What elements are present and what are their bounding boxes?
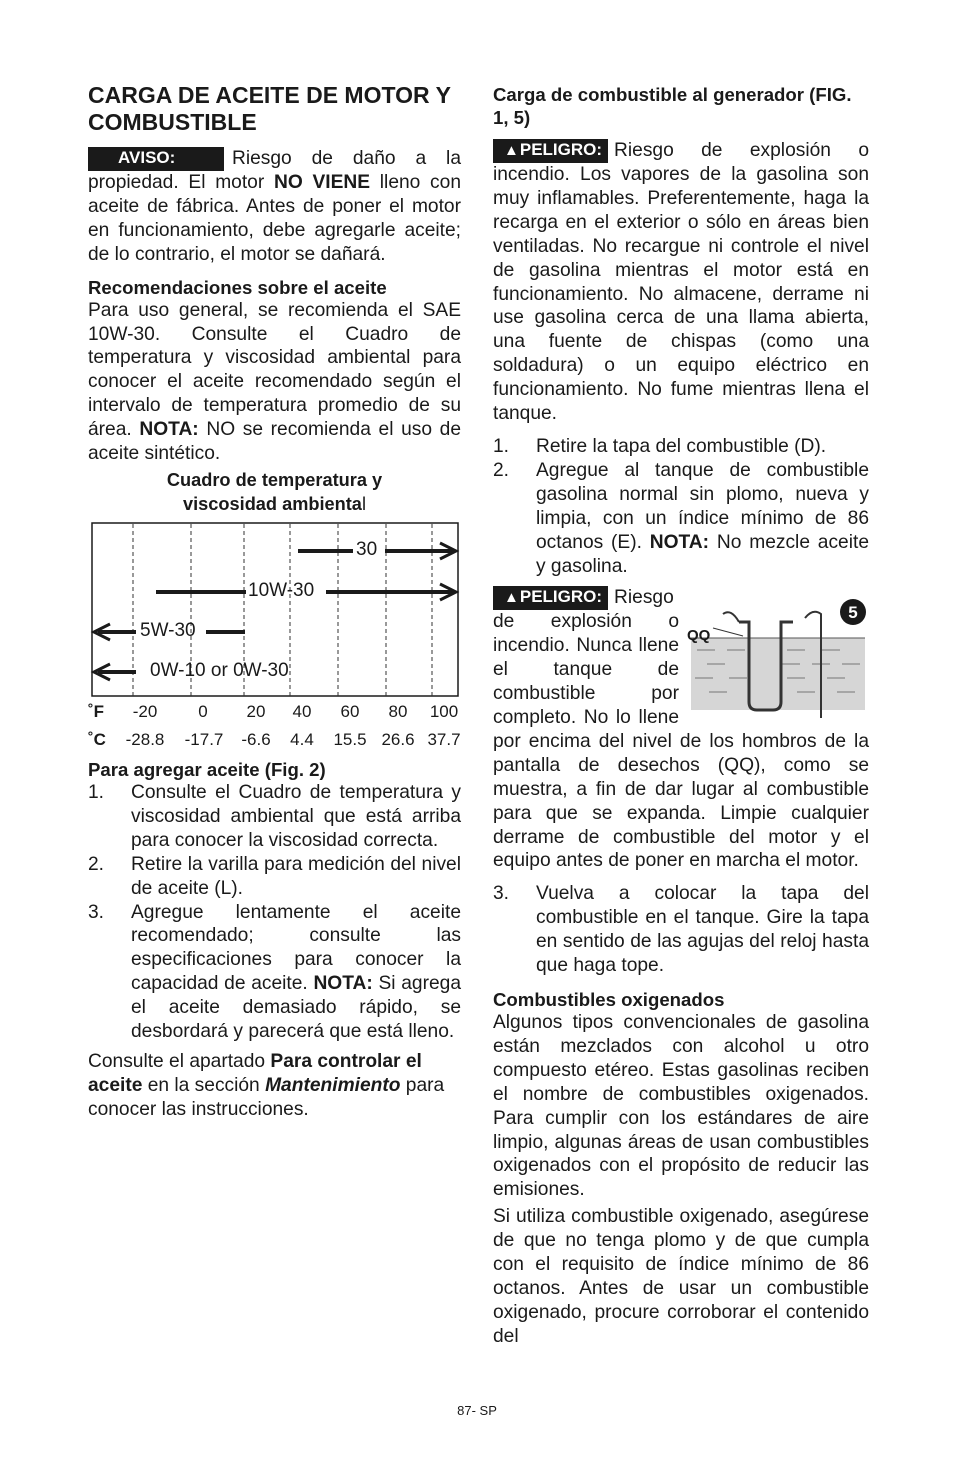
consult-text: Consulte el apartado — [88, 1050, 271, 1072]
step-text: Vuelva a colocar la tapa del combustible en el tanque. Gire la tapa en sentido de las agujas del reloj hasta que haga tope. — [536, 883, 869, 977]
series-label: 0W-10 or 0W-30 — [150, 659, 289, 681]
figure-label-qq: QQ — [687, 627, 711, 645]
series-label: 10W-30 — [248, 579, 315, 601]
warning-triangle-icon: ▲ — [504, 589, 519, 607]
peligro-badge-label: PELIGRO: — [519, 587, 603, 607]
figure-number: 5 — [848, 603, 858, 623]
step-text: Agregue al tanque de combustible gasolina normal sin plomo, nueva y limpia, con un índice mínimo de 86 octanos (E). — [536, 459, 869, 553]
step-number: 1. — [493, 435, 510, 457]
section-heading: CARGA DE ACEITE DE MOTOR Y COMBUSTIBLE — [88, 82, 451, 135]
fuel-steps-b — [493, 882, 869, 978]
aviso-bold: NO VIENE — [273, 172, 371, 193]
list-item — [88, 901, 461, 1044]
oil-rec-text: Para uso general, se recomienda el SAE 10W-30. Consulte el Cuadro de temperatura y viscosidad ambiental para conocer el aceite recomendado según el intervalo de temperatura promedio de su área. — [88, 299, 461, 441]
aviso-text-2: lleno con aceite de fábrica. Antes de poner el motor en funcionamiento, debe agregarle aceite; de lo contrario, el motor se dañará. — [88, 172, 461, 265]
step-text: Consulte el Cuadro de temperatura y viscosidad ambiental que está arriba para conocer la viscosidad correcta. — [131, 781, 461, 851]
figure-5 — [687, 598, 869, 718]
oil-rec-heading: Recomendaciones sobre el aceite — [88, 276, 387, 298]
series-label: 5W-30 — [140, 619, 196, 641]
list-item — [493, 435, 869, 459]
step-text-2: No mezcle aceite y gasolina. — [536, 531, 869, 577]
tank-screen-figure — [687, 598, 869, 718]
tank-neck — [723, 613, 739, 623]
step-number: 3. — [88, 901, 105, 923]
tick-label-c: -28.8 — [125, 729, 165, 749]
fuel-steps-a — [493, 435, 869, 578]
consult-paragraph — [88, 1050, 461, 1122]
tick-label-c: 26.6 — [381, 729, 415, 749]
peligro-badge — [493, 139, 608, 163]
tick-label-c: -6.6 — [241, 729, 271, 749]
add-oil-heading: Para agregar aceite (Fig. 2) — [88, 758, 326, 780]
list-item — [88, 853, 461, 901]
step-nota: NOTA: — [649, 531, 710, 553]
step-text-2: Si agrega el aceite demasiado rápido, se desbordará y parecerá que está lleno. — [131, 973, 461, 1043]
consult-text-3: para conocer las instrucciones. — [88, 1074, 445, 1120]
tick-label-f: 100 — [429, 701, 459, 721]
aviso-badge: AVISO: — [88, 147, 224, 171]
step-text: Retire la varilla para medición del nivel de aceite (L). — [131, 853, 461, 899]
peligro-text: Riesgo de explosión o incendio. Los vapores de la gasolina son muy inflamables. Preferentemente, haga la recarga en el exterior o sólo en áreas bien ventiladas. No recargue ni controle el nivel de gasolina mientras el motor está en funcionamiento. No almacene, derrame ni use gasolina cerca de una llama abierta, una fuente de chispas (como una soldadura) o un equipo eléctrico en funcionamiento. No fume mientras llena el tanque. — [493, 140, 869, 425]
chart-title — [88, 468, 461, 516]
fuel-level — [691, 638, 865, 710]
tick-label-f: 40 — [292, 701, 312, 721]
step-number: 2. — [88, 853, 105, 875]
list-item — [493, 882, 869, 978]
chart-title-line-2: viscosidad ambienta — [183, 493, 362, 514]
tick-label-c: 4.4 — [290, 729, 314, 749]
left-column — [88, 80, 461, 1122]
list-item — [493, 459, 869, 579]
aviso-text: Riesgo de daño a la propiedad. El motor — [88, 148, 461, 193]
oxy-heading: Combustibles oxigenados — [493, 989, 725, 1010]
tick-label-f: 0 — [198, 701, 208, 721]
tick-label-c: 37.7 — [427, 729, 461, 749]
tick-label-f: 20 — [246, 701, 266, 721]
oxy-paragraph-2: Si utiliza combustible oxigenado, asegúrese de que no tenga plomo y de que cumpla con el requisito de índice mínimo de 86 octanos. Antes de usar un combustible oxigenado, procure corroborar el contenido del — [493, 1206, 869, 1347]
oxy-paragraph-1: Algunos tipos convencionales de gasolina están mezclados con alcohol u otro compuesto etéreo. Estas gasolinas reciben el nombre de combustibles oxigenados. Para cumplir con los estándares de aire limpio, algunas áreas de usan combustibles oxigenados con el propósito de reducir las emisiones. — [493, 1012, 869, 1201]
series-label: 30 — [356, 538, 378, 560]
oil-rec-nota: NOTA: — [139, 419, 199, 441]
warning-triangle-icon: ▲ — [504, 142, 519, 159]
peligro-text-2: Riesgo de explosión o incendio. Nunca llene el tanque de combustible por completo. No lo llene por encima del nivel de los hombros de la pantalla de desechos (QQ), como se muestra, a fin de dar lugar al combustible para que se expanda. Limpie cualquier derrame de combustible del motor y el equipo antes de poner en marcha el motor. — [493, 587, 869, 872]
step-text: Retire la tapa del combustible (D). — [536, 435, 827, 457]
viscosity-chart — [88, 522, 461, 752]
peligro-notice-1 — [493, 139, 869, 426]
tick-label-f: 60 — [340, 701, 360, 721]
tick-label-f: 80 — [388, 701, 408, 721]
add-oil-steps — [88, 781, 461, 1044]
step-number: 2. — [493, 459, 510, 481]
chart-title-line-1: Cuadro de temperatura y — [166, 469, 383, 490]
step-number: 1. — [88, 781, 105, 803]
tick-label-f: -20 — [132, 701, 158, 721]
step-number: 3. — [493, 883, 510, 905]
unit-celsius: ˚C — [88, 729, 106, 749]
aviso-notice — [88, 147, 461, 267]
tick-label-c: -17.7 — [184, 729, 224, 749]
tick-label-c: 15.5 — [333, 729, 367, 749]
peligro-badge-label: PELIGRO: — [519, 140, 603, 159]
chart-title-line-2-end: l — [361, 493, 366, 514]
oil-rec-paragraph — [88, 299, 461, 466]
oil-rec-text-2: NO se recomienda el uso de aceite sintético. — [88, 419, 461, 465]
right-column — [493, 80, 869, 1349]
list-item — [88, 781, 461, 853]
peligro-badge-2 — [493, 586, 608, 610]
consult-bold: Para controlar el aceite — [88, 1050, 422, 1096]
step-nota: NOTA: — [313, 973, 373, 995]
consult-text-2: en la sección — [142, 1074, 266, 1096]
page-number: 87- SP — [457, 1403, 497, 1418]
callout-line — [713, 628, 743, 636]
consult-italic: Mantenimiento — [265, 1074, 401, 1096]
fuel-heading: Carga de combustible al generador (FIG. 1, 5) — [493, 84, 852, 128]
step-text: Agregue lentamente el aceite recomendado; consulte las especificaciones para conocer la capacidad de aceite. — [131, 901, 461, 995]
unit-fahrenheit: ˚F — [88, 701, 105, 721]
peligro-notice-2 — [493, 586, 869, 873]
